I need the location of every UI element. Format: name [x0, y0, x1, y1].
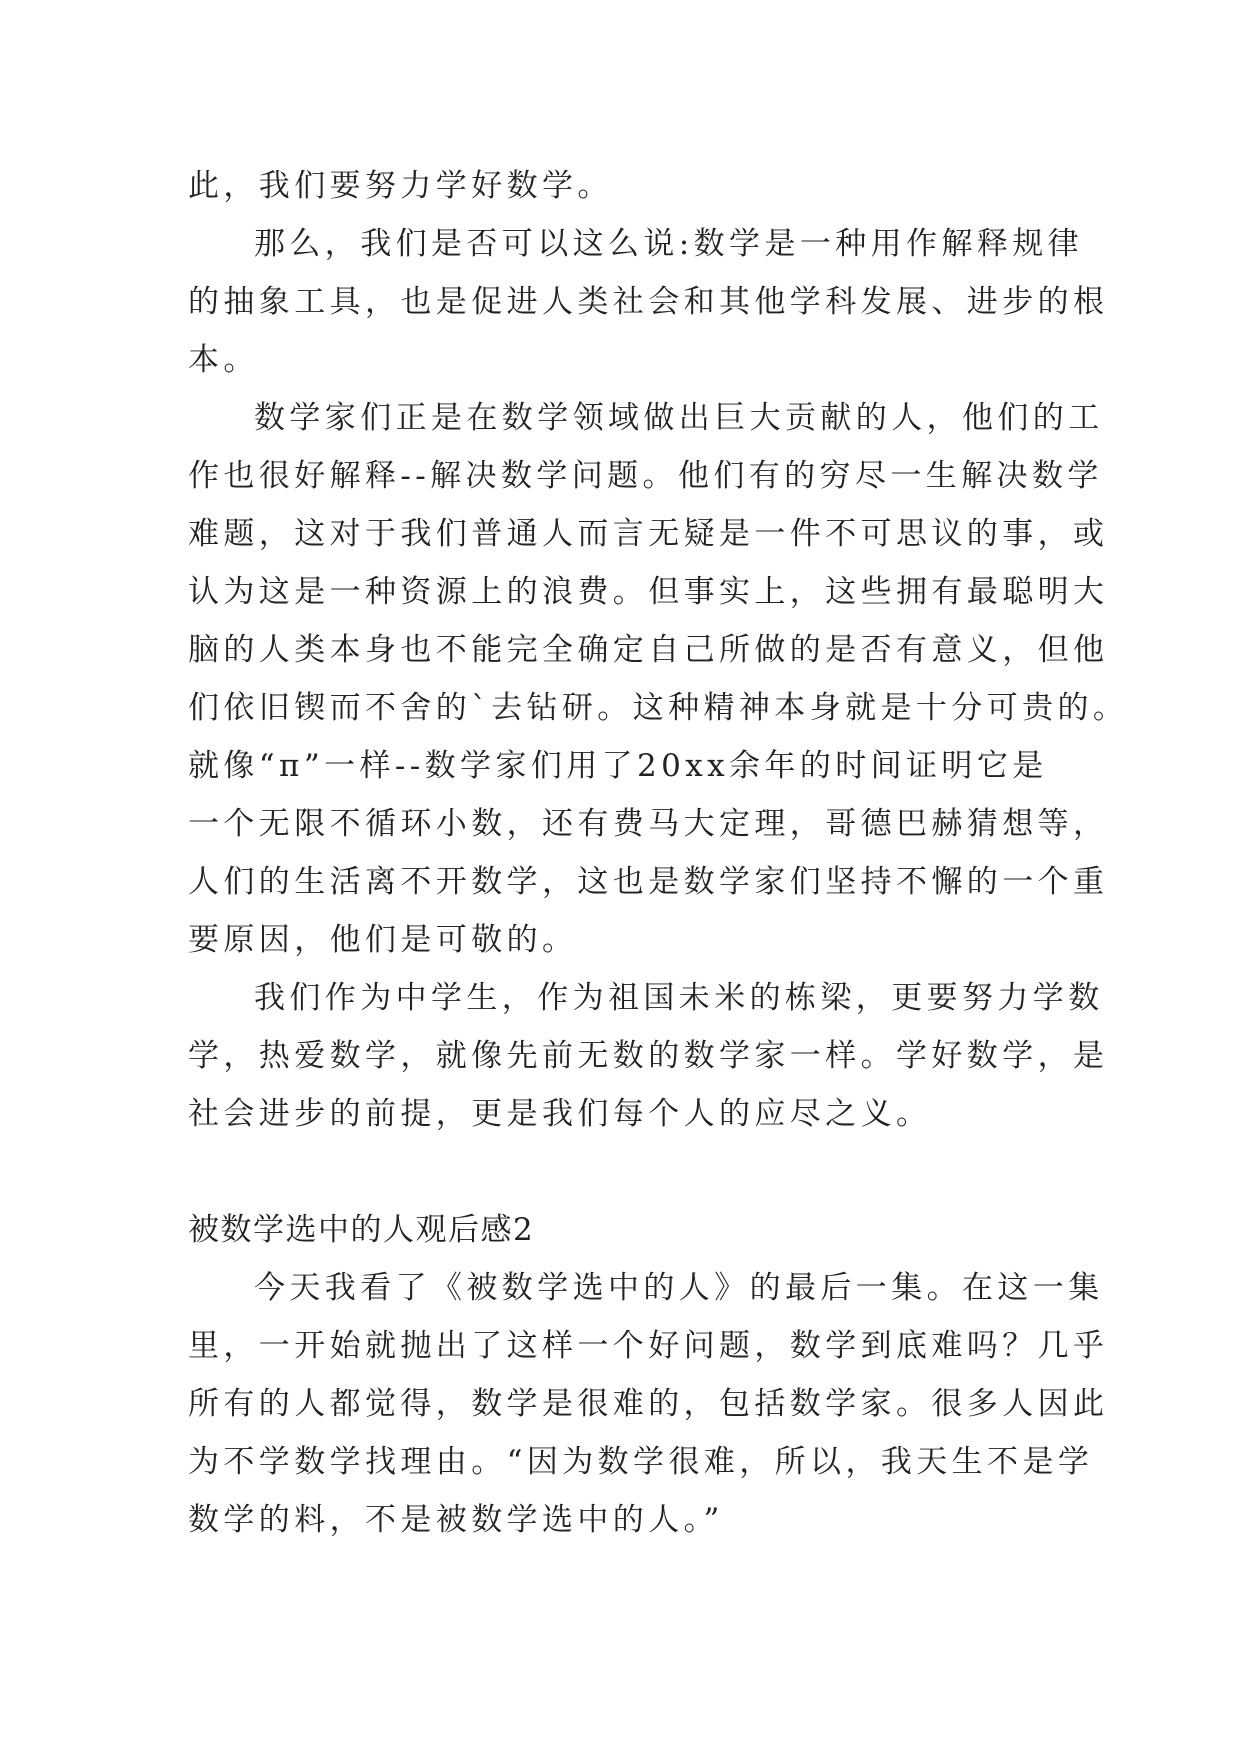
text-line: 们依旧锲而不舍的`去钻研。这种精神本身就是十分可贵的。 — [188, 690, 1129, 726]
text-line: 数学的料，不是被数学选中的人。” — [188, 1502, 724, 1538]
text-line: 学，热爱数学，就像先前无数的数学家一样。学好数学，是 — [188, 1038, 1109, 1074]
text-line: 此，我们要努力学好数学。 — [188, 168, 613, 204]
text-line: 数学家们正是在数学领域做出巨大贡献的人，他们的工 — [254, 400, 1104, 436]
text-line: 人们的生活离不开数学，这也是数学家们坚持不懈的一个重 — [188, 864, 1109, 900]
text-line: 难题，这对于我们普通人而言无疑是一件不可思议的事，或 — [188, 516, 1109, 552]
section-heading: 被数学选中的人观后感2 — [188, 1212, 535, 1248]
text-line: 那么，我们是否可以这么说:数学是一种用作解释规律 — [254, 226, 1084, 262]
text-line: 里，一开始就抛出了这样一个好问题，数学到底难吗？几乎 — [188, 1328, 1109, 1364]
text-line: 为不学数学找理由。“因为数学很难，所以，我天生不是学 — [188, 1444, 1094, 1480]
text-line: 认为这是一种资源上的浪费。但事实上，这些拥有最聪明大 — [188, 574, 1109, 610]
text-line: 脑的人类本身也不能完全确定自己所做的是否有意义，但他 — [188, 632, 1109, 668]
text-line: 今天我看了《被数学选中的人》的最后一集。在这一集 — [254, 1270, 1104, 1306]
text-line: 就像“π”一样--数学家们用了20xx余年的时间证明它是 — [188, 748, 1048, 784]
text-line: 本。 — [188, 342, 259, 378]
text-line: 一个无限不循环小数，还有费马大定理，哥德巴赫猜想等， — [188, 806, 1109, 842]
text-line: 我们作为中学生，作为祖国未米的栋梁，更要努力学数 — [254, 980, 1104, 1016]
text-line: 作也很好解释--解决数学问题。他们有的穷尽一生解决数学 — [188, 458, 1103, 494]
text-line: 要原因，他们是可敬的。 — [188, 922, 578, 958]
text-line: 社会进步的前提，更是我们每个人的应尽之义。 — [188, 1096, 932, 1132]
text-line: 的抽象工具，也是促进人类社会和其他学科发展、进步的根 — [188, 284, 1109, 320]
text-line: 所有的人都觉得，数学是很难的，包括数学家。很多人因此 — [188, 1386, 1109, 1422]
